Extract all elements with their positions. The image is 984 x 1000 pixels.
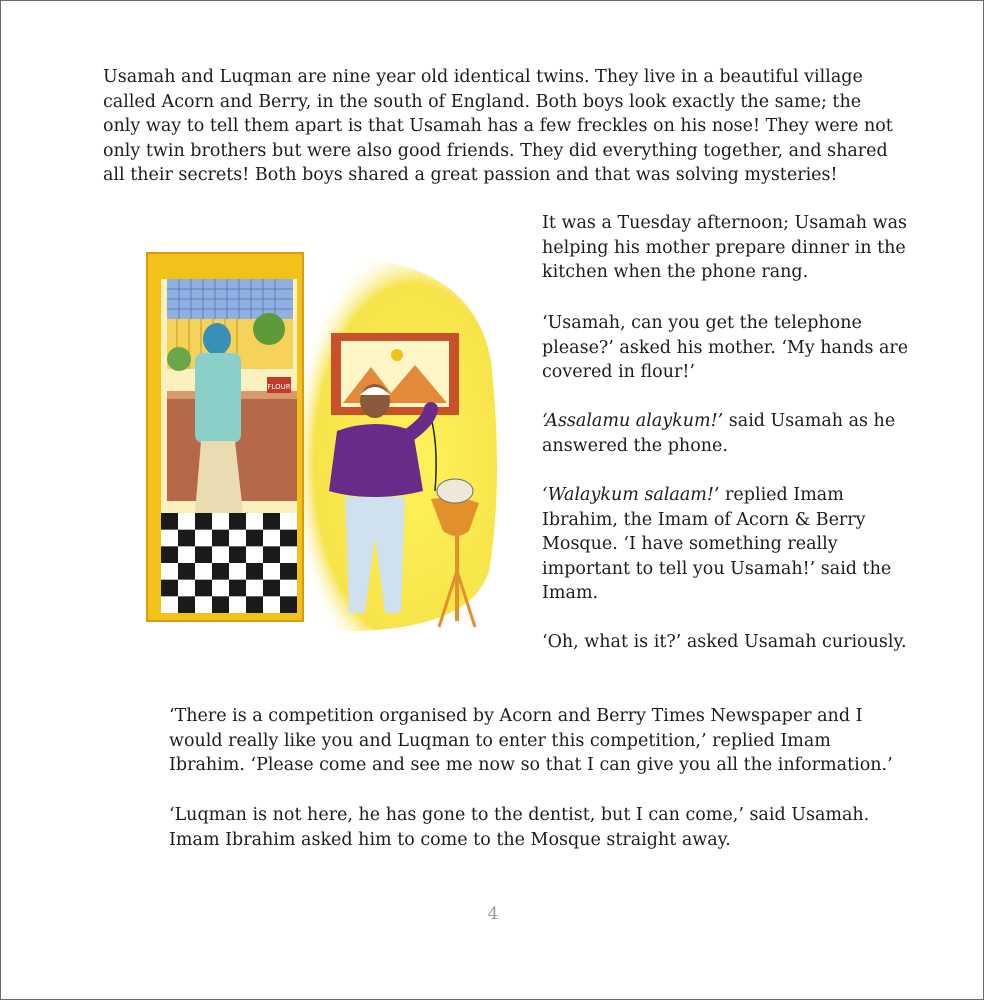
greeting-italic: ‘Assalamu alaykum!’ <box>542 411 724 431</box>
floor-tile <box>195 580 212 597</box>
floor-tile <box>195 513 212 530</box>
floor-tile <box>246 563 263 580</box>
floor-tile <box>229 580 246 597</box>
checkered-floor <box>161 513 297 613</box>
tree <box>253 313 285 345</box>
sun <box>391 349 403 361</box>
mother-paragraph: ‘Usamah, can you get the telephone please?’ asked his mother. ‘My hands are covered in flour!’ <box>542 313 909 382</box>
floor-tile <box>229 546 246 563</box>
floor-tile <box>263 513 280 530</box>
bush <box>167 347 191 371</box>
mother-skirt <box>195 441 243 513</box>
floor-tile <box>178 530 195 547</box>
reply-italic: ‘Walaykum salaam!’ <box>542 485 720 505</box>
flour-label: FLOUR <box>267 383 291 391</box>
floor-tile <box>178 596 195 613</box>
floor-tile <box>195 546 212 563</box>
tuesday-paragraph: It was a Tuesday afternoon; Usamah was helping his mother prepare dinner in the kitchen when the phone rang. <box>542 213 907 282</box>
floor-tile <box>212 563 229 580</box>
floor-tile <box>280 596 297 613</box>
what-paragraph: ‘Oh, what is it?’ asked Usamah curiously. <box>542 632 907 652</box>
floor-tile <box>161 546 178 563</box>
floor-tile <box>229 513 246 530</box>
floor-tile <box>280 530 297 547</box>
floor-tile <box>212 530 229 547</box>
competition-paragraph: ‘There is a competition organised by Acorn and Berry Times Newspaper and I would really like you and Luqman to enter this competition,’ replied Imam Ibrahim. ‘Please come and see me now so that I can give you all the information.’ <box>169 706 893 775</box>
page-number: 4 <box>487 904 499 924</box>
dentist-paragraph: ‘Luqman is not here, he has gone to the dentist, but I can come,’ said Usamah. Imam Ibrahim asked him to come to the Mosque straight away. <box>169 805 870 850</box>
floor-tile <box>246 530 263 547</box>
floor-tile <box>161 580 178 597</box>
kitchen-illustration <box>139 241 501 649</box>
reply-paragraph <box>542 483 922 606</box>
telephone <box>437 479 473 503</box>
reply-rest: replied Imam Ibrahim, the Imam of Acorn & Berry Mosque. ‘I have something really important to tell you Usamah!’ said the Imam. <box>542 485 892 603</box>
floor-tile <box>212 596 229 613</box>
floor-tile <box>263 580 280 597</box>
floor-tile <box>263 546 280 563</box>
greeting-paragraph <box>542 409 922 458</box>
floor-tile <box>161 513 178 530</box>
mother-headscarf <box>203 323 231 355</box>
intro-paragraph: Usamah and Luqman are nine year old identical twins. They live in a beautiful village called Acorn and Berry, in the south of England. Both boys look exactly the same; the only way to tell them apart is that Usamah has a few freckles on his nose! They were not only twin brothers but were also good friends. They did everything together, and shared all their secrets! Both boys shared a great passion and that was solving mysteries! <box>103 67 893 185</box>
mother-top <box>195 353 241 443</box>
floor-tile <box>246 596 263 613</box>
greeting-rest: said Usamah as he answered the phone. <box>542 411 896 456</box>
floor-tile <box>280 563 297 580</box>
floor-tile <box>178 563 195 580</box>
